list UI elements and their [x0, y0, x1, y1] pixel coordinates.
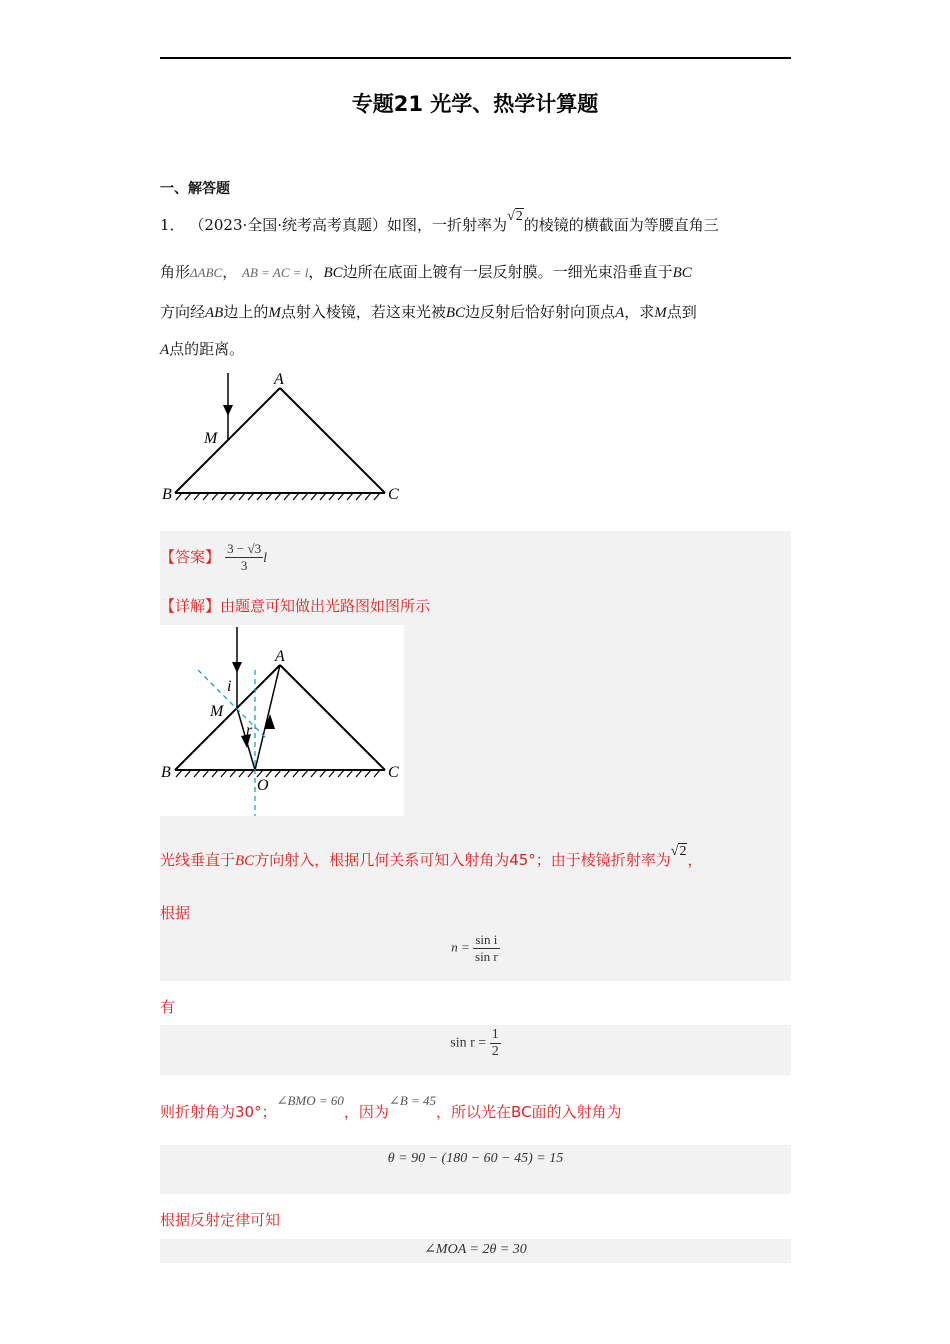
- hatch-mark: [347, 493, 353, 500]
- math-a: A: [615, 305, 625, 321]
- equation-theta: θ = 90 − (180 − 60 − 45) = 15: [387, 1151, 564, 1166]
- label-a: A: [274, 371, 284, 388]
- hatch-mark: [212, 770, 218, 777]
- hatch-mark: [338, 770, 344, 777]
- answer-fraction: [225, 541, 263, 574]
- question-text: 边所在底面上镀有一层反射膜。一细光束沿垂直于: [342, 263, 673, 281]
- eq2-numerator: 1: [491, 1027, 499, 1042]
- angle-b: ∠B = 45: [388, 1093, 437, 1108]
- math-a: A: [160, 342, 170, 358]
- hatch-mark: [176, 770, 182, 777]
- arrow-down-icon: [232, 662, 242, 673]
- label-i: i: [227, 678, 232, 695]
- detail-text: 方向射入，根据几何关系可知入射角为45°；由于棱镜折射率为: [254, 851, 671, 869]
- answer-variable: l: [263, 551, 267, 566]
- answer-numerator: 3 − √3: [227, 541, 262, 556]
- light-path-figure: [160, 625, 404, 816]
- hatch-mark: [185, 493, 191, 500]
- hatch-mark: [338, 493, 344, 500]
- hatch-mark: [194, 493, 200, 500]
- hatch-mark: [284, 493, 290, 500]
- hatch-mark: [374, 770, 380, 777]
- question-text: 角形: [160, 263, 191, 281]
- hatch-mark: [248, 493, 254, 500]
- hatch-mark: [257, 493, 263, 500]
- label-b: B: [161, 764, 171, 781]
- math-bc: BC: [323, 265, 343, 281]
- hatch-mark: [302, 770, 308, 777]
- label-c: C: [388, 764, 399, 781]
- question-text: 如图，一折射率为: [387, 216, 508, 234]
- question-number: 1．: [160, 216, 185, 234]
- side-ac: [280, 665, 385, 770]
- hatch-mark: [203, 770, 209, 777]
- hatch-mark: [203, 493, 209, 500]
- hatch-mark: [275, 493, 281, 500]
- question-line-1: [160, 209, 792, 237]
- question-text: 点射入棱镜，若这束光被: [280, 303, 446, 321]
- sqrt-radicand: 2: [515, 209, 523, 224]
- math-bc: BC: [235, 853, 255, 869]
- hatch-mark: [365, 770, 371, 777]
- detail-text: ，因为: [343, 1103, 389, 1121]
- eq1-denominator: sin r: [475, 949, 498, 964]
- hatch-mark: [320, 493, 326, 500]
- detail-have: 有: [160, 998, 176, 1016]
- label-o: O: [257, 777, 269, 794]
- hatch-mark: [284, 770, 290, 777]
- question-text: 边上的: [223, 303, 269, 321]
- question-text: 的棱镜的横截面为等腰直角三: [523, 216, 719, 234]
- eq1-lhs: n =: [451, 939, 470, 955]
- math-m: M: [268, 305, 281, 321]
- detail-paragraph-1: [160, 844, 703, 870]
- detail-text: ，所以光在BC面的入射角为: [436, 1103, 622, 1121]
- answer-label: 【答案】: [160, 548, 221, 566]
- question-text: 方向经: [160, 303, 206, 321]
- arrow-down-icon: [223, 405, 233, 416]
- hatch-mark: [212, 493, 218, 500]
- section-heading: 一、解答题: [160, 181, 230, 197]
- triangle-symbol: ΔABC: [190, 265, 223, 280]
- sqrt-radicand: 2: [679, 844, 687, 859]
- eq2-fraction: [490, 1027, 501, 1060]
- hatch-mark: [329, 770, 335, 777]
- math-ab: AB: [205, 305, 224, 321]
- label-m: M: [204, 430, 218, 447]
- hatch-mark: [311, 493, 317, 500]
- reflective-coating: [176, 493, 380, 500]
- reflective-coating: [176, 770, 380, 777]
- detail-paragraph-2: 根据: [160, 904, 191, 922]
- hatch-mark: [221, 493, 227, 500]
- side-ac: [280, 388, 385, 493]
- label-m: M: [210, 703, 224, 720]
- label-r: r: [246, 722, 253, 739]
- sqrt-two: √2: [507, 209, 523, 224]
- question-text: 边反射后恰好射向顶点: [465, 303, 616, 321]
- question-line-2: [160, 262, 792, 283]
- detail-paragraph-3: [160, 1093, 622, 1122]
- hatch-mark: [221, 770, 227, 777]
- hatch-mark: [266, 770, 272, 777]
- label-a: A: [275, 648, 285, 665]
- answer-denominator: 3: [240, 558, 248, 573]
- eq2-lhs: sin r =: [450, 1035, 487, 1051]
- hatch-mark: [176, 493, 182, 500]
- hatch-mark: [239, 493, 245, 500]
- question-text: 点到: [666, 303, 697, 321]
- detail-text: ，: [687, 851, 703, 869]
- question-source: （2023·全国·统考高考真题）: [189, 216, 388, 234]
- eq2-denominator: 2: [491, 1044, 499, 1059]
- detail-intro: [160, 595, 430, 616]
- hatch-mark: [275, 770, 281, 777]
- hatch-mark: [311, 770, 317, 777]
- hatch-mark: [257, 770, 263, 777]
- question-line-4: [160, 339, 792, 360]
- math-bc: BC: [445, 305, 466, 321]
- hatch-mark: [347, 770, 353, 777]
- eq1-fraction: [473, 932, 500, 965]
- math-m: M: [654, 305, 667, 321]
- detail-paragraph-4: 根据反射定律可知: [160, 1211, 281, 1229]
- normal-line: [198, 670, 268, 740]
- equation-sin-r: [160, 1027, 791, 1060]
- hatch-mark: [248, 770, 254, 777]
- reflected-ray: [255, 665, 280, 770]
- equation-moa: ∠MOA = 2θ = 30: [424, 1242, 527, 1257]
- label-c: C: [388, 486, 399, 503]
- question-text: 点的距离。: [169, 340, 245, 358]
- sqrt-two: √2: [670, 844, 687, 859]
- label-b: B: [162, 486, 172, 503]
- hatch-mark: [230, 770, 236, 777]
- question-text: ，求: [624, 303, 655, 321]
- math-bc: BC: [672, 265, 692, 281]
- question-text: ，: [308, 263, 324, 281]
- hatch-mark: [230, 493, 236, 500]
- question-text: ，: [222, 263, 238, 281]
- hatch-mark: [239, 770, 245, 777]
- hatch-mark: [320, 770, 326, 777]
- arrow-up-icon: [264, 714, 275, 729]
- hatch-mark: [329, 493, 335, 500]
- angle-bmo: ∠BMO = 60: [276, 1093, 344, 1108]
- ab-equals-ac: AB = AC = l: [242, 265, 309, 280]
- answer-line: [160, 541, 267, 574]
- equation-refraction: [160, 932, 791, 965]
- hatch-mark: [356, 770, 362, 777]
- hatch-mark: [194, 770, 200, 777]
- hatch-mark: [365, 493, 371, 500]
- prism-figure: [160, 368, 410, 508]
- detail-text: 由题意可知做出光路图如图所示: [220, 597, 431, 615]
- hatch-mark: [293, 493, 299, 500]
- detail-label: 【详解】: [160, 597, 221, 615]
- detail-text: 光线垂直于: [160, 851, 236, 869]
- detail-text: 则折射角为30°；: [160, 1103, 277, 1121]
- top-rule: [160, 57, 791, 59]
- hatch-mark: [374, 493, 380, 500]
- hatch-mark: [185, 770, 191, 777]
- page-title: 专题21 光学、热学计算题: [351, 92, 599, 116]
- hatch-mark: [266, 493, 272, 500]
- hatch-mark: [356, 493, 362, 500]
- hatch-mark: [293, 770, 299, 777]
- question-line-3: [160, 302, 792, 323]
- hatch-mark: [302, 493, 308, 500]
- eq1-numerator: sin i: [473, 932, 500, 949]
